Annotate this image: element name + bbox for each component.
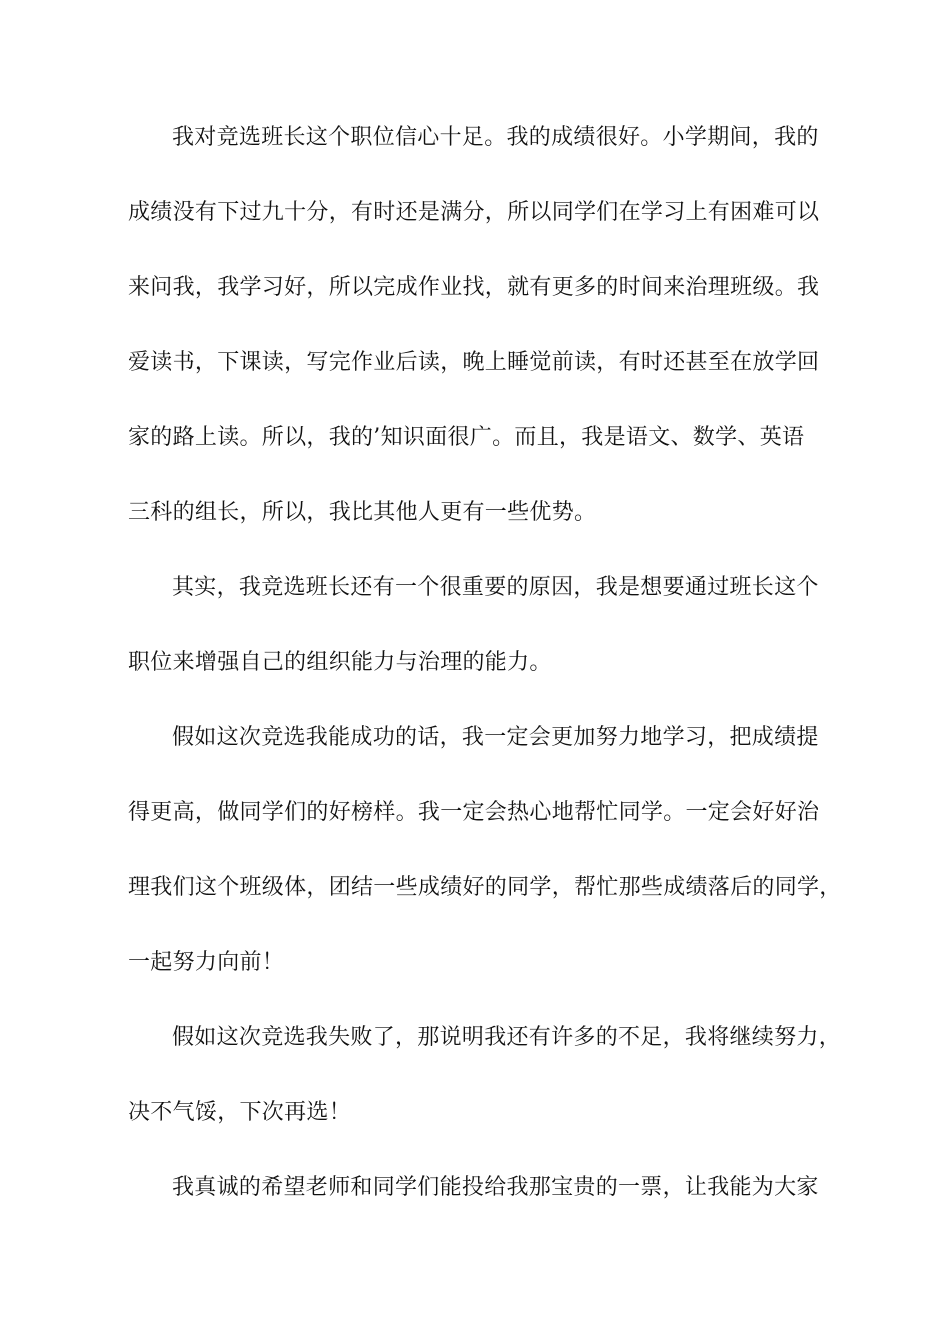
paragraph-1-line-5: 家的路上读。所以，我的’知识面很广。而且，我是语文、数学、英语 xyxy=(128,425,805,450)
paragraph-3-line-1: 假如这次竞选我能成功的话，我一定会更加努力地学习，把成绩提 xyxy=(172,725,819,750)
paragraph-4-line-2: 决不气馁，下次再选！ xyxy=(128,1100,352,1125)
paragraph-5-line-1: 我真诚的希望老师和同学们能投给我那宝贵的一票，让我能为大家 xyxy=(172,1175,819,1200)
paragraph-2-line-1: 其实，我竞选班长还有一个很重要的原因，我是想要通过班长这个 xyxy=(172,575,819,600)
paragraph-1-line-4: 爱读书，下课读，写完作业后读，晚上睡觉前读，有时还甚至在放学回 xyxy=(128,350,820,375)
paragraph-3-line-2: 得更高，做同学们的好榜样。我一定会热心地帮忙同学。一定会好好治 xyxy=(128,800,820,825)
paragraph-1-line-3: 来问我，我学习好，所以完成作业找，就有更多的时间来治理班级。我 xyxy=(128,275,820,300)
paragraph-3-line-3: 理我们这个班级体，团结一些成绩好的同学，帮忙那些成绩落后的同学， xyxy=(128,875,842,900)
paragraph-3-line-4: 一起努力向前！ xyxy=(128,950,285,975)
paragraph-1-line-2: 成绩没有下过九十分，有时还是满分，所以同学们在学习上有困难可以 xyxy=(128,200,820,225)
paragraph-4-line-1: 假如这次竞选我失败了，那说明我还有许多的不足，我将继续努力， xyxy=(172,1025,842,1050)
paragraph-1-line-1: 我对竞选班长这个职位信心十足。我的成绩很好。小学期间，我的 xyxy=(172,125,819,150)
paragraph-2-line-2: 职位来增强自己的组织能力与治理的能力。 xyxy=(128,650,552,675)
paragraph-1-line-6: 三科的组长，所以，我比其他人更有一些优势。 xyxy=(128,500,597,525)
